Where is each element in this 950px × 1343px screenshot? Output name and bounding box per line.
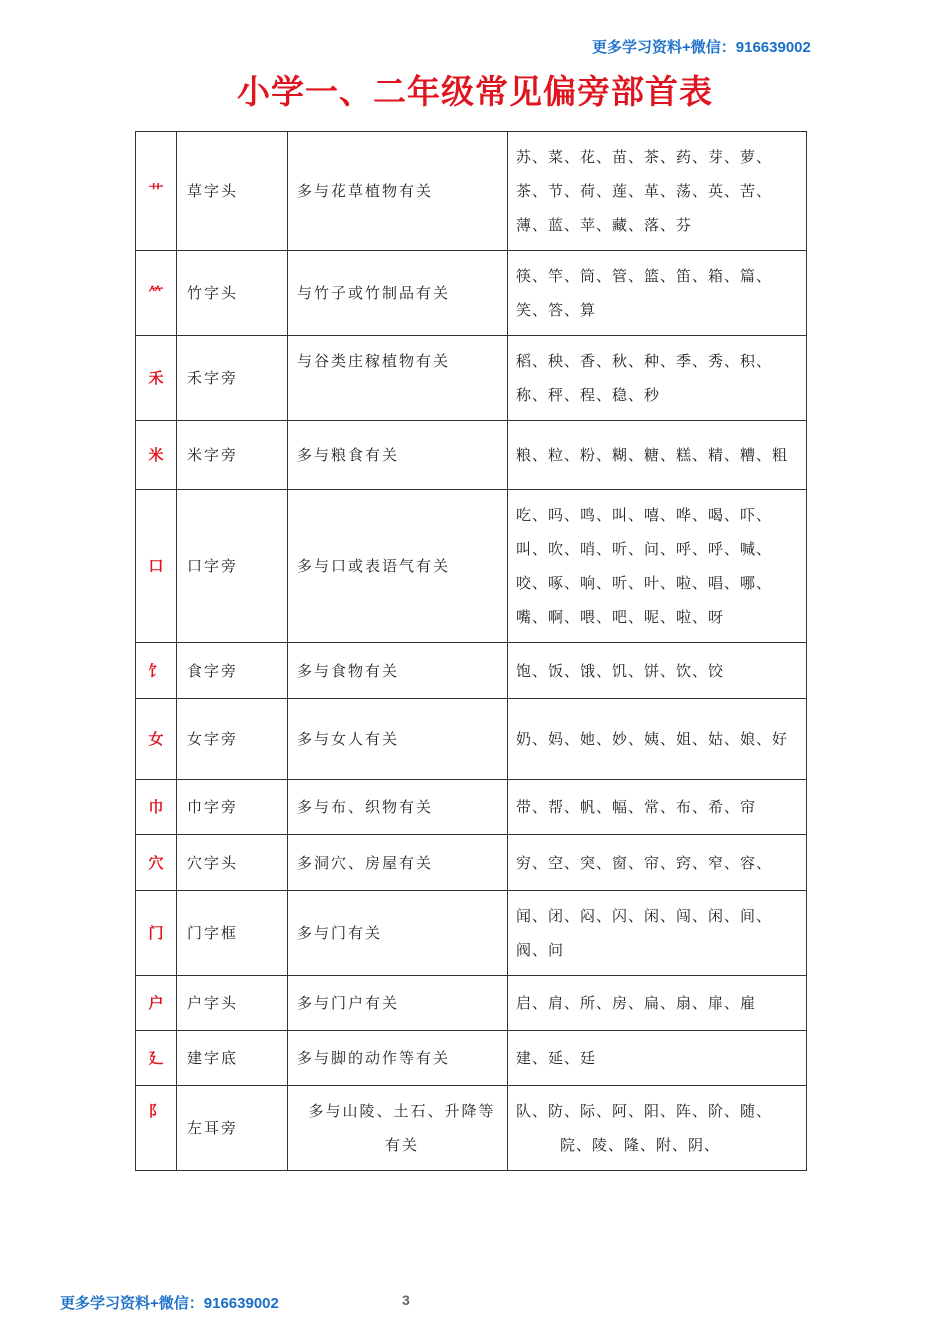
radical-cell: ⺮ xyxy=(136,251,177,336)
example-chars-cell: 粮、粒、粉、糊、糖、糕、精、糟、粗 xyxy=(508,421,807,490)
example-chars-cell: 吃、吗、鸣、叫、嘻、哗、喝、吓、叫、吹、哨、听、问、呼、呼、喊、咬、啄、响、听、叶、啦、唱、哪、嘴、啊、喂、吧、呢、啦、呀 xyxy=(508,490,807,643)
table-row xyxy=(136,643,807,699)
example-chars-cell: 苏、菜、花、苗、茶、药、芽、萝、茶、节、荷、莲、革、荡、英、苦、薄、蓝、苹、藏、落、芬 xyxy=(508,132,807,251)
radical-cell: 女 xyxy=(136,699,177,780)
table-row xyxy=(136,336,807,421)
meaning-cell: 多与门户有关 xyxy=(288,976,508,1031)
radical-name-cell: 女字旁 xyxy=(177,699,288,780)
meaning-cell: 多与脚的动作等有关 xyxy=(288,1031,508,1086)
footer-note: 更多学习资料+微信：916639002 xyxy=(60,1295,279,1312)
radical-cell: 饣 xyxy=(136,643,177,699)
table-row xyxy=(136,780,807,835)
meaning-line: 有关 xyxy=(384,1136,419,1154)
example-chars-cell: 建、延、廷 xyxy=(508,1031,807,1086)
table-row xyxy=(136,1086,807,1171)
table-row xyxy=(136,421,807,490)
meaning-cell: 多与门有关 xyxy=(288,891,508,976)
example-chars-cell: 饱、饭、饿、饥、饼、饮、饺 xyxy=(508,643,807,699)
radical-name-cell: 左耳旁 xyxy=(177,1086,288,1171)
meaning-cell: 与竹子或竹制品有关 xyxy=(288,251,508,336)
meaning-cell: 多与女人有关 xyxy=(288,699,508,780)
table-row xyxy=(136,1031,807,1086)
example-chars-cell: 启、肩、所、房、扁、扇、扉、雇 xyxy=(508,976,807,1031)
radical-cell: 米 xyxy=(136,421,177,490)
radical-cell: 廴 xyxy=(136,1031,177,1086)
radical-cell: 穴 xyxy=(136,835,177,891)
meaning-cell: 多与布、织物有关 xyxy=(288,780,508,835)
table-row xyxy=(136,699,807,780)
meaning-cell: 多与口或表语气有关 xyxy=(288,490,508,643)
table-row xyxy=(136,976,807,1031)
example-chars-cell: 带、帮、帆、幅、常、布、希、帘 xyxy=(508,780,807,835)
radical-table xyxy=(135,131,807,1171)
example-chars-cell: 奶、妈、她、妙、姨、姐、姑、娘、好 xyxy=(508,699,807,780)
header-note: 更多学习资料+微信：916639002 xyxy=(592,39,811,56)
page-number: 3 xyxy=(402,1292,410,1308)
radical-name-cell: 草字头 xyxy=(177,132,288,251)
radical-cell: 口 xyxy=(136,490,177,643)
example-chars-cell: 穷、空、突、窗、帘、窍、窄、容、 xyxy=(508,835,807,891)
table-row xyxy=(136,490,807,643)
chars-line: 院、陵、隆、附、阴、 xyxy=(560,1136,721,1154)
page-title: 小学一、二年级常见偏旁部首表 xyxy=(237,72,713,111)
example-chars-cell: 稻、秧、香、秋、种、季、秀、积、称、秤、程、稳、秒 xyxy=(508,336,807,421)
radical-name-cell: 建字底 xyxy=(177,1031,288,1086)
example-chars-cell xyxy=(508,1086,807,1171)
chars-line: 队、防、际、阿、阳、阵、阶、随、 xyxy=(516,1102,773,1120)
meaning-cell: 多洞穴、房屋有关 xyxy=(288,835,508,891)
radical-name-cell: 口字旁 xyxy=(177,490,288,643)
meaning-cell: 与谷类庄稼植物有关 xyxy=(288,336,508,421)
radical-cell: 户 xyxy=(136,976,177,1031)
radical-cell: 巾 xyxy=(136,780,177,835)
meaning-cell xyxy=(288,1086,508,1171)
table-row xyxy=(136,132,807,251)
radical-name-cell: 食字旁 xyxy=(177,643,288,699)
meaning-cell: 多与食物有关 xyxy=(288,643,508,699)
radical-name-cell: 户字头 xyxy=(177,976,288,1031)
radical-name-cell: 门字框 xyxy=(177,891,288,976)
radical-cell: 阝 xyxy=(136,1086,177,1171)
radical-cell: 艹 xyxy=(136,132,177,251)
radical-name-cell: 禾字旁 xyxy=(177,336,288,421)
meaning-cell: 多与粮食有关 xyxy=(288,421,508,490)
table-row xyxy=(136,251,807,336)
meaning-cell: 多与花草植物有关 xyxy=(288,132,508,251)
radical-name-cell: 巾字旁 xyxy=(177,780,288,835)
radical-name-cell: 穴字头 xyxy=(177,835,288,891)
example-chars-cell: 闻、闭、闷、闪、闲、闯、闲、间、阀、问 xyxy=(508,891,807,976)
radical-name-cell: 米字旁 xyxy=(177,421,288,490)
table-row xyxy=(136,835,807,891)
meaning-line: 多与山陵、土石、升降等 xyxy=(308,1102,496,1120)
example-chars-cell: 筷、竿、筒、管、篮、笛、箱、篇、笑、答、算 xyxy=(508,251,807,336)
table-row xyxy=(136,891,807,976)
radical-cell: 禾 xyxy=(136,336,177,421)
radical-name-cell: 竹字头 xyxy=(177,251,288,336)
radical-cell: 门 xyxy=(136,891,177,976)
